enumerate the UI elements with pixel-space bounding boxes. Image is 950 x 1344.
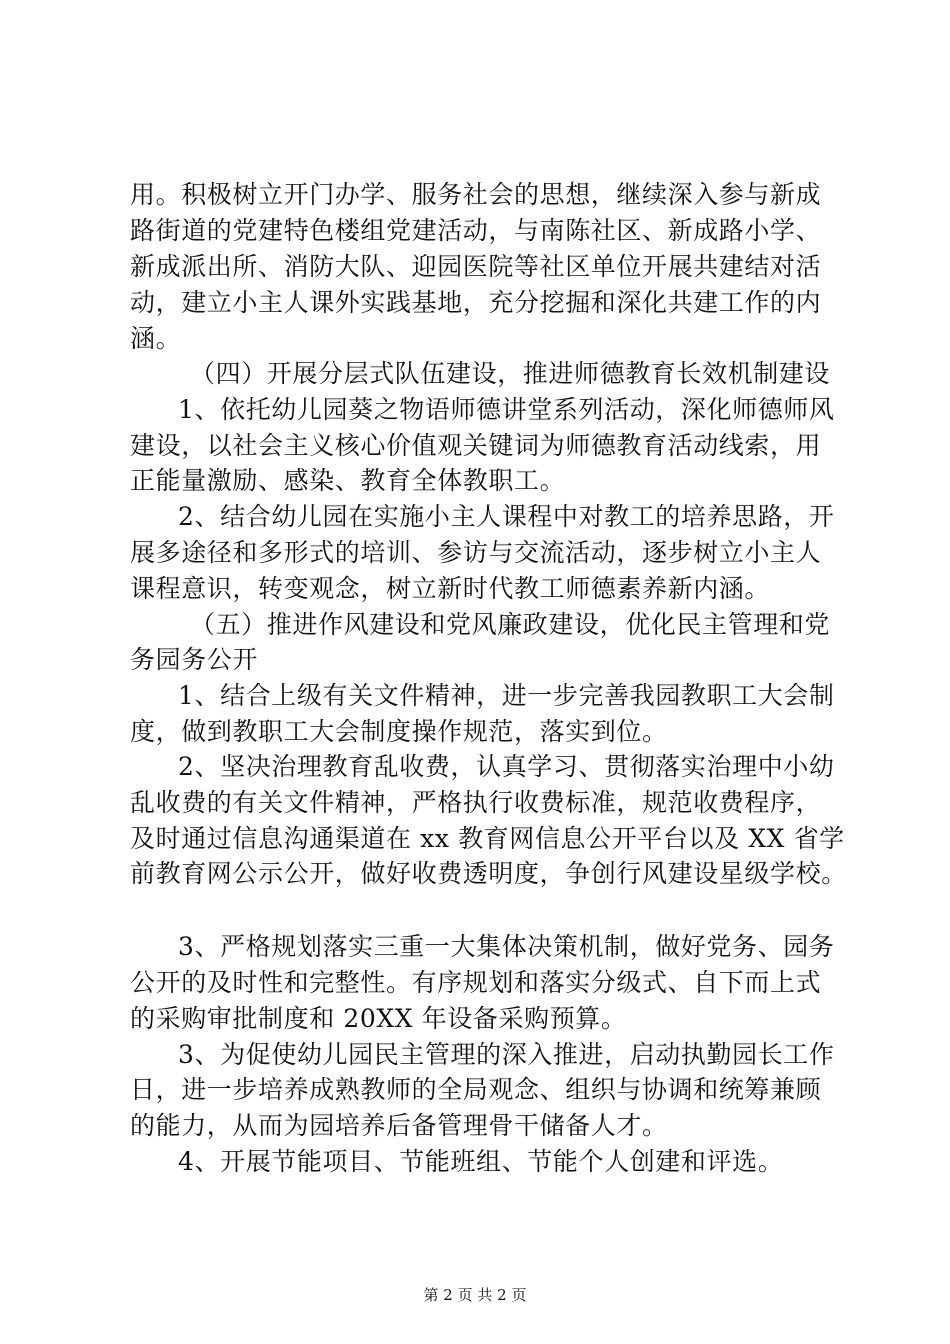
body-text-line: 1、依托幼儿园葵之物语师德讲堂系列活动，深化师德师风 <box>178 395 835 424</box>
body-text-line: 4、开展节能项目、节能班组、节能个人创建和评选。 <box>178 1147 784 1176</box>
body-text-line: 新成派出所、消防大队、迎园医院等社区单位开展共建结对活 <box>130 252 822 281</box>
body-text-line: 正能量激励、感染、教育全体教职工。 <box>130 466 566 495</box>
page-footer: 第 2 页 共 2 页 <box>423 1286 527 1304</box>
body-text-line: 建设，以社会主义核心价值观关键词为师德教育活动线索，用 <box>130 431 822 460</box>
body-text-line: 度，做到教职工大会制度操作规范，落实到位。 <box>130 717 668 746</box>
body-text-line: 3、严格规划落实三重一大集体决策机制，做好党务、园务 <box>178 932 835 961</box>
body-text-line: 的能力，从而为园培养后备管理骨干储备人才。 <box>130 1111 668 1140</box>
body-text-line: 3、为促使幼儿园民主管理的深入推进，启动执勤园长工作 <box>178 1040 835 1069</box>
body-text-line: 涵。 <box>130 324 182 353</box>
body-text-line: 及时通过信息沟通渠道在 xx 教育网信息公开平台以及 XX 省学 <box>130 824 845 853</box>
body-text-line: 动，建立小主人课外实践基地，充分挖掘和深化共建工作的内 <box>130 288 822 317</box>
body-text-line: 路街道的党建特色楼组党建活动，与南陈社区、新成路小学、 <box>130 216 822 245</box>
section-heading-4: （四）开展分层式队伍建设，推进师德教育长效机制建设 <box>190 359 831 388</box>
body-text-line: 1、结合上级有关文件精神，进一步完善我园教职工大会制 <box>178 681 835 710</box>
body-text-line: 2、结合幼儿园在实施小主人课程中对教工的培养思路，开 <box>178 502 835 531</box>
body-text-line: 前教育网公示公开，做好收费透明度，争创行风建设星级学校。 <box>130 859 847 888</box>
section-heading-5-cont: 务园务公开 <box>130 645 259 674</box>
body-text-line: 公开的及时性和完整性。有序规划和落实分级式、自下而上式 <box>130 968 822 997</box>
body-text-line: 的采购审批制度和 20XX 年设备采购预算。 <box>130 1004 627 1033</box>
body-text-line: 日，进一步培养成熟教师的全局观念、组织与协调和统筹兼顾 <box>130 1075 822 1104</box>
body-text-line: 展多途径和多形式的培训、参访与交流活动，逐步树立小主人 <box>130 538 822 567</box>
body-text-line: 课程意识，转变观念，树立新时代教工师德素养新内涵。 <box>130 574 771 603</box>
body-text-line: 2、坚决治理教育乱收费，认真学习、贯彻落实治理中小幼 <box>178 752 835 781</box>
section-heading-5: （五）推进作风建设和党风廉政建设，优化民主管理和党 <box>190 610 831 639</box>
body-text-line: 用。积极树立开门办学、服务社会的思想，继续深入参与新成 <box>130 180 822 209</box>
body-text-line: 乱收费的有关文件精神，严格执行收费标准，规范收费程序， <box>130 788 822 817</box>
